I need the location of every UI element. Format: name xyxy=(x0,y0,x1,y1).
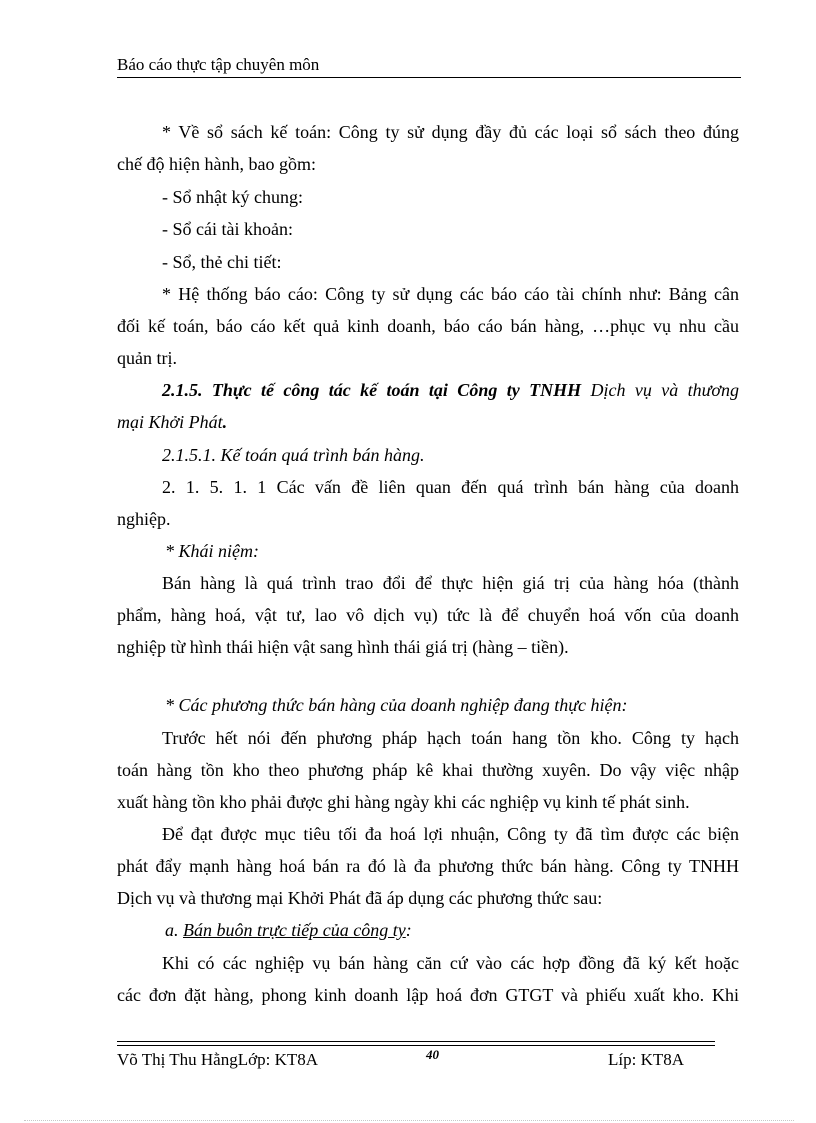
section-heading-2-1-5-line1 xyxy=(162,378,739,402)
paragraph-profit-line3: Dịch vụ và thương mại Khởi Phát đã áp dụng các phương thức sau: xyxy=(117,888,603,908)
footer-rule-bottom xyxy=(117,1045,715,1046)
paragraph-ledgers-line2: chế độ hiện hành, bao gồm: xyxy=(117,154,316,174)
paragraph-concept-line2: phẩm, hàng hoá, vật tư, lao vô dịch vụ) tức là để chuyển hoá vốn của doanh xyxy=(117,605,739,625)
section-heading-2-1-5-line2 xyxy=(117,410,739,434)
list-item-detail-books: - Sổ, thẻ chi tiết: xyxy=(162,252,282,272)
paragraph-wholesale-line1: Khi có các nghiệp vụ bán hàng căn cứ vào các hợp đồng đã ký kết hoặc xyxy=(162,953,739,973)
section-heading-2-1-5-italic: Dịch vụ và thương xyxy=(581,380,739,400)
list-item-general-journal: - Sổ nhật ký chung: xyxy=(162,187,303,207)
paragraph-reports-line3: quản trị. xyxy=(117,348,177,368)
list-item-ledger-accounts: - Sổ cái tài khoản: xyxy=(162,219,293,239)
paragraph-inventory-line1: Trước hết nói đến phương pháp hạch toán hang tồn kho. Công ty hạch xyxy=(162,728,739,748)
paragraph-reports-line2: đối kế toán, báo cáo kết quả kinh doanh, báo cáo bán hàng, …phục vụ nhu cầu xyxy=(117,316,739,336)
page-bottom-dotted-border xyxy=(24,1120,794,1121)
paragraph-inventory-line3: xuất hàng tồn kho phải được ghi hàng ngày khi các nghiệp vụ kinh tế phát sinh. xyxy=(117,792,690,812)
paragraph-concept-line1: Bán hàng là quá trình trao đổi để thực hiện giá trị của hàng hóa (thành xyxy=(162,573,739,593)
paragraph-profit-line1: Để đạt được mục tiêu tối đa hoá lợi nhuận, Công ty đã tìm được các biện xyxy=(162,824,739,844)
subheading-direct-wholesale-colon: : xyxy=(405,920,412,940)
footer-rule-top xyxy=(117,1041,715,1042)
section-heading-2-1-5-bold: 2.1.5. Thực tế công tác kế toán tại Công ty TNHH xyxy=(162,380,582,400)
header-title: Báo cáo thực tập chuyên môn xyxy=(117,55,320,74)
subheading-sales-methods: * Các phương thức bán hàng của doanh nghiệp đang thực hiện: xyxy=(165,695,628,715)
subheading-direct-wholesale xyxy=(165,918,739,942)
paragraph-profit-line2: phát đẩy mạnh hàng hoá bán ra đó là đa phương thức bán hàng. Công ty TNHH xyxy=(117,856,739,876)
paragraph-wholesale-line2: các đơn đặt hàng, phong kinh doanh lập hoá đơn GTGT và phiếu xuất kho. Khi xyxy=(117,985,739,1005)
subheading-direct-wholesale-title: Bán buôn trực tiếp của công ty xyxy=(183,920,406,940)
paragraph-inventory-line2: toán hàng tồn kho theo phương pháp kê khai thường xuyên. Do vậy việc nhập xyxy=(117,760,739,780)
paragraph-reports-line1: * Hệ thống báo cáo: Công ty sử dụng các báo cáo tài chính như: Bảng cân xyxy=(162,284,739,304)
subheading-concept: * Khái niệm: xyxy=(165,541,259,561)
paragraph-concept-line3: nghiệp từ hình thái hiện vật sang hình thái giá trị (hàng – tiền). xyxy=(117,637,569,657)
section-heading-2-1-5-company: mại Khởi Phát xyxy=(117,412,223,432)
section-heading-2-1-5-dot: . xyxy=(222,412,228,432)
section-heading-2-1-5-1-1-line2: nghiệp. xyxy=(117,509,171,529)
section-heading-2-1-5-1-1-line1: 2. 1. 5. 1. 1 Các vấn đề liên quan đến quá trình bán hàng của doanh xyxy=(162,477,739,497)
footer-class: Líp: KT8A xyxy=(608,1050,685,1069)
section-heading-2-1-5-1: 2.1.5.1. Kế toán quá trình bán hàng. xyxy=(162,445,425,465)
subheading-direct-wholesale-prefix: a. xyxy=(165,920,183,940)
footer-author: Võ Thị Thu HằngLớp: KT8A xyxy=(117,1050,319,1069)
paragraph-ledgers-line1: * Về sổ sách kế toán: Công ty sử dụng đầy đủ các loại sổ sách theo đúng xyxy=(162,122,739,142)
page-number: 40 xyxy=(426,1047,439,1062)
header-rule xyxy=(117,77,741,78)
